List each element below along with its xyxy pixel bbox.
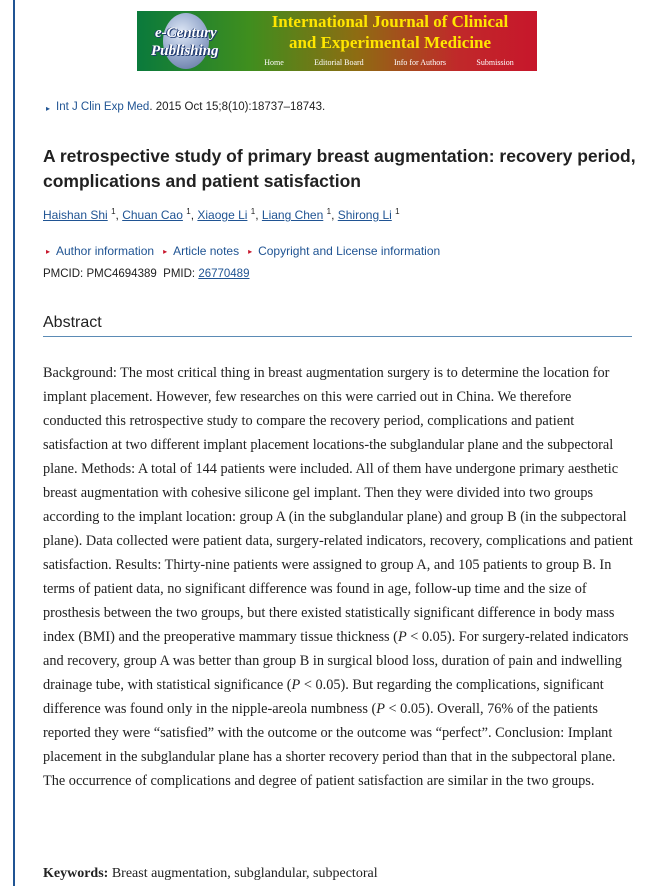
triangle-right-icon: ▸: [46, 247, 51, 256]
article-info-toggles: [46, 244, 440, 258]
pmcid: PMCID: PMC4694389: [43, 268, 157, 280]
toggle-label: Article notes: [173, 244, 240, 258]
citation-arrow-icon: ▸: [46, 104, 51, 113]
p-value-symbol: P: [397, 629, 407, 645]
article-title: A retrospective study of primary breast augmentation: recovery period, complications and patient satisfaction: [43, 146, 636, 191]
author-link[interactable]: Shirong Li: [337, 208, 392, 222]
banner-nav-editorial-board[interactable]: Editorial Board: [314, 58, 364, 67]
citation: [56, 101, 325, 113]
author-list: Haishan Shi $^1$, Chuan Cao $^1$, Xiaoge Li $^1$, Liang Chen $^1$, Shirong Li $^1$: [43, 207, 400, 222]
toggle-copyright-license[interactable]: [248, 244, 440, 258]
journal-title-line1: International Journal of Clinical: [271, 12, 509, 31]
abstract-part: < 0.05). But regarding the complications, significant difference was found only in the nipple-areola numbness (: [43, 677, 604, 717]
abstract-part: Background: The most critical thing in breast augmentation surgery is to determine the location for implant placement. However, few researches on this were carried out in China. We therefore conducted this retrospective study to compare the recovery period, complications and patient satisfaction at two different implant placement locations-the subglandular plane and the subpectoral plane. Methods: A total of 144 patients were included. All of them have undergone primary aesthetic breast augmentation with cohesive silicone gel implant. Then they were divided into two groups according to the implant location: group A (in the subglandular plane) and group B (in the subpectoral plane). Data collected were patient data, surgery-related indicators, recovery, complications and patient satisfaction. Results: Thirty-nine patients were assigned to group A, and 105 patients to group B. In terms of patient data, no significant difference was found in age, follow-up time and the size of prosthesis between the two groups, but there existed statistically significant difference in body mass index (BMI) and the preoperative mammary tissue thickness (: [43, 365, 633, 645]
triangle-right-icon: ▸: [248, 247, 253, 256]
abstract-part: < 0.05). For surgery-related indicators and recovery, group A was better than group B in surgical blood loss, duration of pain and indwelling drainage tube, with statistical significance (: [43, 629, 629, 693]
abstract-text: [43, 361, 633, 793]
author-affiliation-sup[interactable]: 1: [111, 207, 116, 216]
journal-link[interactable]: Int J Clin Exp Med: [56, 101, 150, 113]
abstract-heading: Abstract: [43, 314, 632, 337]
publisher-name-top: e-Century: [155, 25, 217, 41]
pmid-label: PMID:: [163, 268, 199, 280]
author-affiliation-sup[interactable]: 1: [250, 207, 256, 216]
journal-title: [245, 11, 535, 53]
triangle-right-icon: ▸: [163, 247, 168, 256]
author-affiliation-sup[interactable]: 1: [186, 207, 191, 216]
journal-title-line2: and Experimental Medicine: [288, 33, 492, 52]
author-link[interactable]: Liang Chen: [261, 208, 324, 222]
author-link[interactable]: Haishan Shi: [43, 208, 108, 222]
keywords-label: Keywords:: [43, 866, 109, 881]
citation-details: . 2015 Oct 15;8(10):18737–18743.: [149, 101, 326, 113]
publisher-name-bottom: Publishing: [151, 43, 219, 59]
banner-nav-info-for-authors[interactable]: Info for Authors: [394, 58, 447, 67]
author-affiliation-sup[interactable]: 1: [395, 207, 400, 216]
author-link[interactable]: Chuan Cao: [122, 208, 183, 222]
journal-banner[interactable]: [137, 11, 537, 71]
p-value-symbol: P: [291, 677, 301, 693]
toggle-author-information[interactable]: [46, 244, 154, 258]
banner-nav: [249, 58, 529, 67]
pmid-link[interactable]: 26770489: [198, 268, 250, 280]
toggle-label: Author information: [56, 244, 155, 258]
banner-nav-submission[interactable]: Submission: [476, 58, 514, 67]
article-identifiers: [43, 268, 249, 280]
author-link[interactable]: Xiaoge Li: [197, 208, 248, 222]
author-affiliation-sup[interactable]: 1: [326, 207, 332, 216]
left-accent-rule: [13, 0, 15, 886]
toggle-label: Copyright and License information: [258, 244, 441, 258]
p-value-symbol: P: [376, 701, 385, 717]
keywords: [43, 866, 378, 882]
banner-nav-home[interactable]: Home: [264, 58, 284, 67]
keywords-text: Breast augmentation, subglandular, subpectoral: [108, 866, 378, 881]
toggle-article-notes[interactable]: [163, 244, 239, 258]
abstract-part: < 0.05). Overall, 76% of the patients reported they were “satisfied” with the outcome or the outcome was “perfect”. Conclusion: Implant placement in the subglandular plane has a shorter recovery period than that in the subpectoral plane. The occurrence of complications and degree of patient satisfaction are similar in the two groups.: [43, 701, 616, 789]
